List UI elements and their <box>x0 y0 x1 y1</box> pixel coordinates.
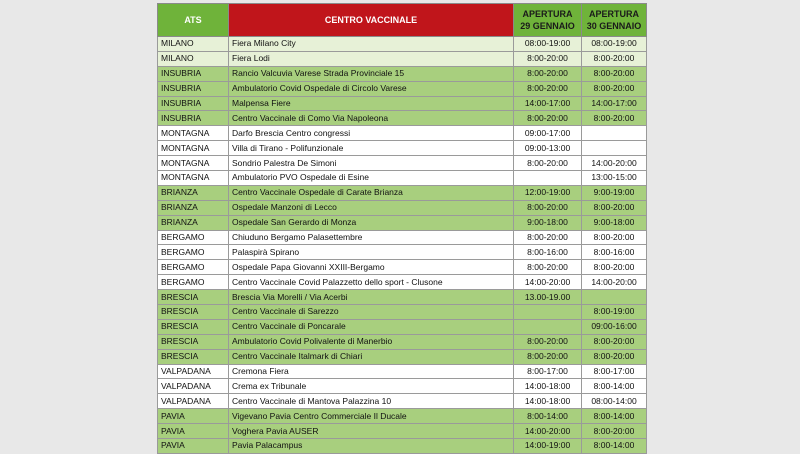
header-apertura-30-line1: APERTURA <box>588 9 639 19</box>
apertura-29-cell: 14:00-20:00 <box>514 424 582 439</box>
ats-cell: INSUBRIA <box>158 96 229 111</box>
table-row <box>158 126 647 141</box>
apertura-30-cell: 8:00-20:00 <box>582 230 647 245</box>
centro-vaccinale-cell: Fiera Milano City <box>229 37 514 52</box>
apertura-30-cell: 9:00-18:00 <box>582 215 647 230</box>
table-row <box>158 81 647 96</box>
header-apertura-29-line2: 29 GENNAIO <box>520 21 575 31</box>
apertura-29-cell: 8:00-20:00 <box>514 230 582 245</box>
table-row <box>158 215 647 230</box>
centro-vaccinale-cell: Ospedale Papa Giovanni XXIII-Bergamo <box>229 260 514 275</box>
apertura-29-cell: 8:00-14:00 <box>514 409 582 424</box>
centro-vaccinale-cell: Cremona Fiera <box>229 364 514 379</box>
table-row <box>158 111 647 126</box>
apertura-30-cell: 14:00-17:00 <box>582 96 647 111</box>
apertura-29-cell: 09:00-17:00 <box>514 126 582 141</box>
ats-cell: BRIANZA <box>158 215 229 230</box>
ats-cell: BERGAMO <box>158 260 229 275</box>
ats-cell: VALPADANA <box>158 379 229 394</box>
centro-vaccinale-cell: Ospedale San Gerardo di Monza <box>229 215 514 230</box>
apertura-30-cell: 8:00-14:00 <box>582 409 647 424</box>
table-row <box>158 96 647 111</box>
table-row <box>158 260 647 275</box>
header-ats: ATS <box>158 4 229 37</box>
header-row <box>158 4 647 37</box>
apertura-30-cell: 8:00-19:00 <box>582 305 647 320</box>
centro-vaccinale-cell: Ambulatorio PVO Ospedale di Esine <box>229 171 514 186</box>
apertura-30-cell: 8:00-20:00 <box>582 66 647 81</box>
apertura-30-cell: 9:00-19:00 <box>582 185 647 200</box>
apertura-29-cell: 8:00-20:00 <box>514 66 582 81</box>
apertura-30-cell: 08:00-14:00 <box>582 394 647 409</box>
centro-vaccinale-cell: Crema ex Tribunale <box>229 379 514 394</box>
ats-cell: BERGAMO <box>158 275 229 290</box>
table-row <box>158 290 647 305</box>
apertura-30-cell: 14:00-20:00 <box>582 156 647 171</box>
apertura-30-cell: 8:00-20:00 <box>582 111 647 126</box>
centro-vaccinale-cell: Ospedale Manzoni di Lecco <box>229 200 514 215</box>
ats-cell: MILANO <box>158 37 229 52</box>
apertura-29-cell: 8:00-20:00 <box>514 111 582 126</box>
table-row <box>158 334 647 349</box>
table-row <box>158 424 647 439</box>
apertura-30-cell: 8:00-20:00 <box>582 349 647 364</box>
ats-cell: BRESCIA <box>158 349 229 364</box>
table-row <box>158 245 647 260</box>
centro-vaccinale-cell: Ambulatorio Covid Ospedale di Circolo Varese <box>229 81 514 96</box>
apertura-30-cell: 8:00-14:00 <box>582 379 647 394</box>
apertura-29-cell: 8:00-20:00 <box>514 349 582 364</box>
table-row <box>158 409 647 424</box>
ats-cell: VALPADANA <box>158 394 229 409</box>
table-row <box>158 349 647 364</box>
apertura-30-cell: 08:00-19:00 <box>582 37 647 52</box>
apertura-29-cell: 8:00-17:00 <box>514 364 582 379</box>
centro-vaccinale-cell: Centro Vaccinale Ospedale di Carate Brianza <box>229 185 514 200</box>
centro-vaccinale-cell: Centro Vaccinale Italmark di Chiari <box>229 349 514 364</box>
apertura-29-cell: 8:00-20:00 <box>514 260 582 275</box>
centro-vaccinale-cell: Malpensa Fiere <box>229 96 514 111</box>
centro-vaccinale-cell: Vigevano Pavia Centro Commerciale Il Ducale <box>229 409 514 424</box>
apertura-29-cell: 8:00-20:00 <box>514 81 582 96</box>
header-apertura-29-gennaio <box>514 4 582 37</box>
apertura-30-cell: 8:00-20:00 <box>582 260 647 275</box>
ats-cell: BRIANZA <box>158 185 229 200</box>
apertura-29-cell: 12:00-19:00 <box>514 185 582 200</box>
centro-vaccinale-cell: Brescia Via Morelli / Via Acerbi <box>229 290 514 305</box>
apertura-29-cell: 14:00-18:00 <box>514 394 582 409</box>
table-row <box>158 185 647 200</box>
ats-cell: BRESCIA <box>158 305 229 320</box>
apertura-30-cell: 14:00-20:00 <box>582 275 647 290</box>
centro-vaccinale-cell: Palaspirà Spirano <box>229 245 514 260</box>
header-centro-vaccinale: CENTRO VACCINALE <box>229 4 514 37</box>
apertura-30-cell <box>582 126 647 141</box>
ats-cell: INSUBRIA <box>158 111 229 126</box>
vaccination-centers-table <box>157 3 647 454</box>
apertura-30-cell: 8:00-16:00 <box>582 245 647 260</box>
apertura-29-cell: 13.00-19.00 <box>514 290 582 305</box>
apertura-29-cell: 8:00-20:00 <box>514 334 582 349</box>
centro-vaccinale-cell: Ambulatorio Covid Polivalente di Manerbio <box>229 334 514 349</box>
table-row <box>158 156 647 171</box>
centro-vaccinale-cell: Darfo Brescia Centro congressi <box>229 126 514 141</box>
table-row <box>158 171 647 186</box>
centro-vaccinale-cell: Centro Vaccinale di Como Via Napoleona <box>229 111 514 126</box>
apertura-30-cell <box>582 290 647 305</box>
centro-vaccinale-cell: Centro Vaccinale di Mantova Palazzina 10 <box>229 394 514 409</box>
apertura-29-cell: 08:00-19:00 <box>514 37 582 52</box>
apertura-29-cell: 9:00-18:00 <box>514 215 582 230</box>
ats-cell: BERGAMO <box>158 245 229 260</box>
ats-cell: INSUBRIA <box>158 81 229 96</box>
ats-cell: INSUBRIA <box>158 66 229 81</box>
apertura-29-cell: 09:00-13:00 <box>514 141 582 156</box>
ats-cell: MONTAGNA <box>158 171 229 186</box>
centro-vaccinale-cell: Villa di Tirano - Polifunzionale <box>229 141 514 156</box>
table-row <box>158 66 647 81</box>
ats-cell: MILANO <box>158 51 229 66</box>
table-row <box>158 141 647 156</box>
apertura-30-cell: 8:00-20:00 <box>582 334 647 349</box>
apertura-30-cell: 8:00-17:00 <box>582 364 647 379</box>
apertura-29-cell <box>514 171 582 186</box>
ats-cell: BERGAMO <box>158 230 229 245</box>
table-row <box>158 275 647 290</box>
apertura-30-cell: 8:00-20:00 <box>582 51 647 66</box>
centro-vaccinale-cell: Centro Vaccinale di Sarezzo <box>229 305 514 320</box>
table-row <box>158 37 647 52</box>
apertura-30-cell: 09:00-16:00 <box>582 319 647 334</box>
table-row <box>158 439 647 454</box>
apertura-29-cell <box>514 305 582 320</box>
centro-vaccinale-cell: Sondrio Palestra De Simoni <box>229 156 514 171</box>
centro-vaccinale-cell: Rancio Valcuvia Varese Strada Provinciale 15 <box>229 66 514 81</box>
apertura-29-cell: 8:00-20:00 <box>514 200 582 215</box>
centro-vaccinale-cell: Chiuduno Bergamo Palasettembre <box>229 230 514 245</box>
ats-cell: BRESCIA <box>158 334 229 349</box>
table-row <box>158 364 647 379</box>
apertura-29-cell: 8:00-20:00 <box>514 156 582 171</box>
apertura-30-cell: 13:00-15:00 <box>582 171 647 186</box>
header-apertura-30-line2: 30 GENNAIO <box>586 21 642 31</box>
ats-cell: BRESCIA <box>158 319 229 334</box>
table-row <box>158 230 647 245</box>
ats-cell: BRESCIA <box>158 290 229 305</box>
table-row <box>158 379 647 394</box>
table-body <box>158 37 647 454</box>
ats-cell: PAVIA <box>158 439 229 454</box>
ats-cell: BRIANZA <box>158 200 229 215</box>
apertura-29-cell: 8:00-20:00 <box>514 51 582 66</box>
apertura-29-cell: 14:00-17:00 <box>514 96 582 111</box>
table-row <box>158 305 647 320</box>
ats-cell: MONTAGNA <box>158 156 229 171</box>
centro-vaccinale-cell: Fiera Lodi <box>229 51 514 66</box>
header-apertura-29-line1: APERTURA <box>522 9 573 19</box>
apertura-30-cell: 8:00-20:00 <box>582 200 647 215</box>
apertura-29-cell: 14:00-19:00 <box>514 439 582 454</box>
apertura-30-cell <box>582 141 647 156</box>
ats-cell: MONTAGNA <box>158 126 229 141</box>
apertura-30-cell: 8:00-20:00 <box>582 424 647 439</box>
ats-cell: PAVIA <box>158 424 229 439</box>
centro-vaccinale-cell: Centro Vaccinale Covid Palazzetto dello sport - Clusone <box>229 275 514 290</box>
apertura-29-cell: 14:00-20:00 <box>514 275 582 290</box>
apertura-29-cell: 14:00-18:00 <box>514 379 582 394</box>
table-row <box>158 51 647 66</box>
centro-vaccinale-cell: Pavia Palacampus <box>229 439 514 454</box>
header-apertura-30-gennaio <box>582 4 647 37</box>
centro-vaccinale-cell: Centro Vaccinale di Poncarale <box>229 319 514 334</box>
table-row <box>158 200 647 215</box>
apertura-29-cell: 8:00-16:00 <box>514 245 582 260</box>
ats-cell: MONTAGNA <box>158 141 229 156</box>
vaccination-schedule-sheet <box>157 3 646 451</box>
table-row <box>158 394 647 409</box>
apertura-30-cell: 8:00-14:00 <box>582 439 647 454</box>
centro-vaccinale-cell: Voghera Pavia AUSER <box>229 424 514 439</box>
ats-cell: VALPADANA <box>158 364 229 379</box>
table-row <box>158 319 647 334</box>
ats-cell: PAVIA <box>158 409 229 424</box>
apertura-30-cell: 8:00-20:00 <box>582 81 647 96</box>
apertura-29-cell <box>514 319 582 334</box>
